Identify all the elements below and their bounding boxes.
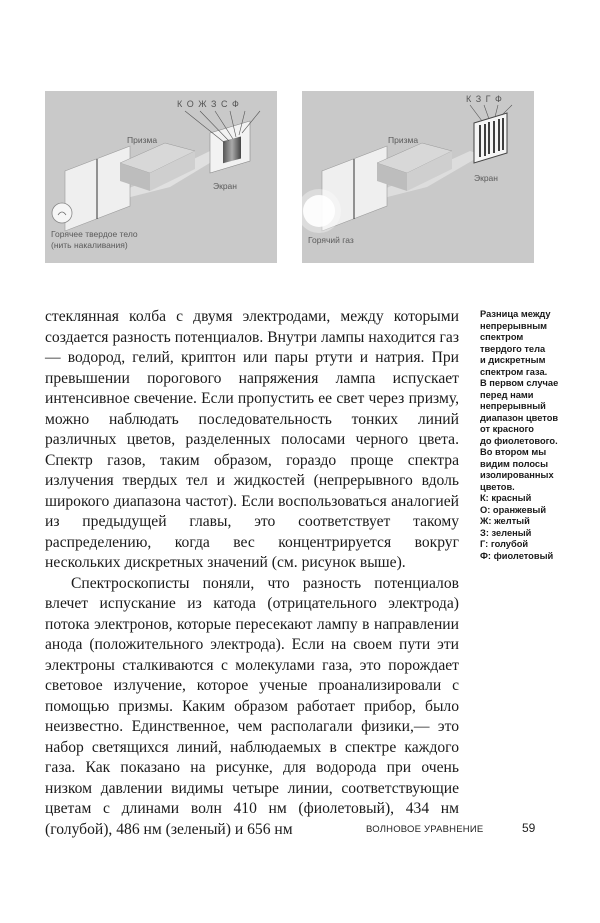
prism-label-left: Призма <box>127 135 158 145</box>
paragraph-1: стеклянная колба с двумя электродами, между которыми создается разность потенциалов. Внутри лампы находится газ — водород, гелий, криптон или пары ртути и натрия. При превышении порогового напряжения лампа испускает интенсивное свечение. Если пропустить ее свет через призму, можно наблюдать последовательность тонких линий различных цветов, разделенных полосами черного цвета. Спектр газов, таким образом, гораздо проще спектра излучения твердых тел и жидкостей (непрерывного вдоль широкого диапазона частот). Если воспользоваться аналогией из предыдущей главы, это соответствует такому распределению, когда вес концентрируется вокруг нескольких дискретных значений (см. рисунок выше). <box>45 308 459 571</box>
caption-line: видим полосы <box>480 458 549 469</box>
light-bulb-icon <box>52 203 72 223</box>
source-label-left-1: Горячее твердое тело <box>51 229 138 239</box>
caption-line: спектром газа. <box>480 366 548 377</box>
caption-line: Разница между <box>480 309 551 319</box>
caption-line: изолированных <box>480 470 554 480</box>
caption-line: от красного <box>480 424 534 434</box>
caption-line: О: оранжевый <box>480 504 547 515</box>
figure-discrete-spectrum <box>302 91 534 263</box>
caption-line: Во втором мы <box>480 447 547 457</box>
caption-line: до фиолетового. <box>480 435 558 446</box>
continuous-spectrum-diagram <box>45 91 277 263</box>
paragraph-2: Спектроскописты поняли, что разность потенциалов влечет испускание из катода (отрицательного электрода) потока электронов, которые пересекают лампу в направлении анода (положительного электрода). Если на своем пути эти электроны сталкиваются с молекулами газа, это порождает световое излучение, которое ученые проанализировали с помощью призмы. Каким образом работает прибор, было неизвестно. Единственное, чем располагали физики,— это набор светящихся линий, наблюдаемых в спектре каждого газа. Как показано на рисунке, для водорода при очень низком давлении видимы четыре линии, соответствующие цветам с длинами волн 410 нм (фиолетовый), 434 нм (голубой), 486 нм (зеленый) и 656 нм <box>45 574 459 838</box>
running-title: ВОЛНОВОЕ УРАВНЕНИЕ <box>366 824 484 835</box>
page-number: 59 <box>522 821 536 835</box>
screen <box>474 113 507 163</box>
main-text <box>45 307 459 840</box>
caption-line: Ф: фиолетовый <box>480 550 554 561</box>
caption-line: З: зеленый <box>480 527 532 538</box>
caption-line: непрерывный <box>480 401 546 411</box>
color-letters-left: К О Ж З С Ф <box>177 99 240 109</box>
caption-line: диапазон цветов <box>480 412 559 423</box>
caption-line: Ж: желтый <box>480 516 530 526</box>
figure-continuous-spectrum <box>45 91 277 263</box>
source-label-right: Горячий газ <box>308 235 354 245</box>
caption-line: цветов. <box>480 481 515 492</box>
caption-line: и дискретным <box>480 355 546 365</box>
screen-label-right: Экран <box>474 173 498 183</box>
discrete-spectrum-diagram <box>302 91 534 263</box>
caption-line: В первом случае <box>480 378 559 388</box>
caption-line: перед нами <box>480 389 534 400</box>
caption-line: непрерывным <box>480 320 548 331</box>
screen-label-left: Экран <box>213 181 237 191</box>
prism-label-right: Призма <box>388 135 419 145</box>
caption-line: спектром <box>480 332 524 342</box>
caption-line: твердого тела <box>480 343 546 354</box>
source-label-left-2: (нить накаливания) <box>51 240 128 250</box>
figure-caption <box>480 309 580 562</box>
caption-line: К: красный <box>480 493 532 503</box>
caption-line: Г: голубой <box>480 539 529 549</box>
color-letters-right: К З Г Ф <box>466 94 503 104</box>
